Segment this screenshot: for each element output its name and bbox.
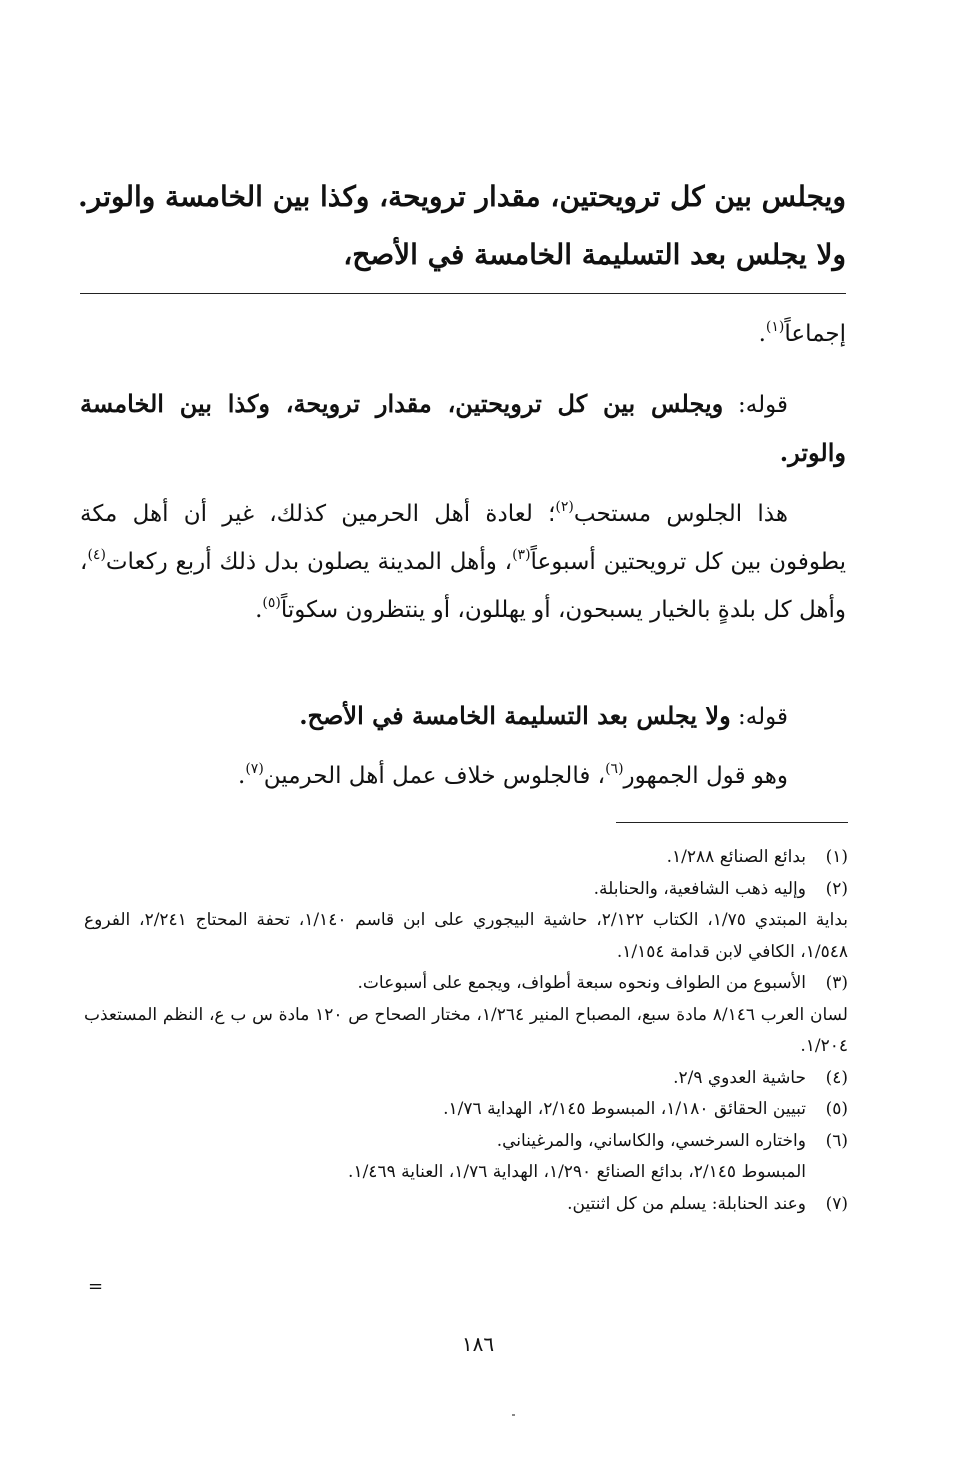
footnote-3 bbox=[84, 968, 848, 1000]
quoted-matn: ولا يجلس بعد التسليمة الخامسة في الأصح. bbox=[299, 701, 731, 730]
footnote-number: (١) bbox=[825, 847, 848, 867]
page-number: ١٨٦ bbox=[461, 1332, 495, 1356]
footnote-text: واختاره السرخسي، والكاساني، والمرغيناني. bbox=[496, 1130, 806, 1151]
sharh-text: هذا الجلوس مستحب bbox=[573, 501, 788, 527]
footnote-1 bbox=[84, 842, 848, 874]
sharh-text: إجماعاً bbox=[784, 321, 846, 347]
footnote-2 bbox=[84, 874, 848, 906]
sharh-paragraph-3 bbox=[80, 692, 846, 741]
footnote-ref: (٦) bbox=[605, 761, 624, 777]
footnote-text: الأسبوع من الطواف ونحوه سبعة أطواف، ويجمع على أسبوعات. bbox=[357, 973, 806, 993]
footnote-ref: (٧) bbox=[245, 761, 264, 777]
footnote-number: (٦) bbox=[825, 1130, 848, 1151]
footnotes bbox=[84, 842, 848, 1220]
matn-separator bbox=[80, 293, 846, 294]
footnote-6 bbox=[84, 1126, 848, 1158]
footnote-separator bbox=[616, 822, 848, 823]
qawluhu-label: قوله: bbox=[730, 704, 788, 730]
footnote-text: تبيين الحقائق ١/١٨٠، المبسوط ٢/١٤٥، الهداية ١/٧٦. bbox=[443, 1099, 806, 1119]
continuation-mark: = bbox=[88, 1276, 104, 1297]
footnote-3-sources: لسان العرب ٨/١٤٦ مادة سبع، المصباح المنير ١/٢٦٤، مختار الصحاح ص ١٢٠ مادة س ب ع، النظم المستعذب ١/٢٠٤. bbox=[84, 1004, 848, 1056]
sharh-paragraph-4 bbox=[80, 752, 846, 800]
sharh-paragraph-1 bbox=[80, 380, 846, 478]
sharh-text: ، وأهل كل بلدةٍ بالخيار يسبحون، أو يهللون، أو ينتظرون سكوتاً bbox=[80, 549, 846, 623]
footnote-number: (٤) bbox=[825, 1067, 848, 1088]
sharh-paragraph-2 bbox=[80, 490, 846, 634]
matn-line-2: ولا يجلس بعد التسليمة الخامسة في الأصح، bbox=[343, 238, 846, 271]
footnote-4 bbox=[84, 1063, 848, 1095]
footnote-number: (٧) bbox=[825, 1193, 848, 1214]
footnote-5 bbox=[84, 1094, 848, 1126]
footnote-number: (٣) bbox=[825, 973, 848, 993]
footnote-number: (٥) bbox=[825, 1099, 848, 1119]
sharh-text: . bbox=[255, 597, 263, 623]
footnote-ref: (٥) bbox=[262, 595, 281, 611]
footnote-6-sources: المبسوط ٢/١٤٥، بدائع الصنائع ١/٢٩٠، الهداية ١/٧٦، العناية ١/٤٦٩. bbox=[348, 1162, 806, 1182]
sharh-text: . bbox=[238, 763, 246, 789]
sharh-text: ، فالجلوس خلاف عمل أهل الحرمين bbox=[263, 763, 606, 789]
footnote-ref: (٢) bbox=[555, 499, 574, 515]
qawluhu-label: قوله: bbox=[723, 392, 788, 418]
matn-line-1: ويجلس بين كل ترويحتين، مقدار ترويحة، وكذا بين الخامسة والوتر. bbox=[78, 180, 846, 213]
sharh-text: ، وأهل المدينة يصلون بدل ذلك أربع ركعات bbox=[105, 549, 513, 575]
matn-text bbox=[78, 168, 846, 284]
sharh-paragraph-0 bbox=[80, 310, 846, 358]
footnote-number: (٢) bbox=[825, 878, 848, 899]
footnote-2-sources: بداية المبتدي ١/٧٥، الكتاب ٢/١٢٢، حاشية البيجوري على ابن قاسم ١/١٤٠، تحفة المحتاج ٢/٢٤١، الفروع ١/٥٤٨، الكافي لابن قدامة ١/١٥٤. bbox=[84, 910, 848, 962]
sharh-text: . bbox=[758, 321, 766, 347]
sharh-text: ؛ لعادة أهل الحرمين كذلك، غير أن أهل مكة يطوفون بين كل ترويحتين أسبوعاً bbox=[80, 501, 846, 575]
quoted-matn: ويجلس بين كل ترويحتين، مقدار ترويحة، وكذا بين الخامسة والوتر. bbox=[80, 389, 846, 467]
footnote-ref: (٣) bbox=[512, 547, 531, 563]
footnote-text: بدائع الصنائع ١/٢٨٨. bbox=[666, 847, 806, 867]
sharh-text: وهو قول الجمهور bbox=[623, 763, 788, 789]
scan-speck bbox=[512, 1414, 515, 1416]
footnote-ref: (٤) bbox=[87, 547, 106, 563]
footnote-7 bbox=[84, 1189, 848, 1221]
footnote-text: وعند الحنابلة: يسلم من كل اثنتين. bbox=[567, 1193, 806, 1214]
footnote-text: حاشية العدوي ٢/٩. bbox=[673, 1067, 806, 1088]
footnote-ref: (١) bbox=[765, 319, 785, 335]
footnote-text: وإليه ذهب الشافعية، والحنابلة. bbox=[593, 878, 806, 899]
